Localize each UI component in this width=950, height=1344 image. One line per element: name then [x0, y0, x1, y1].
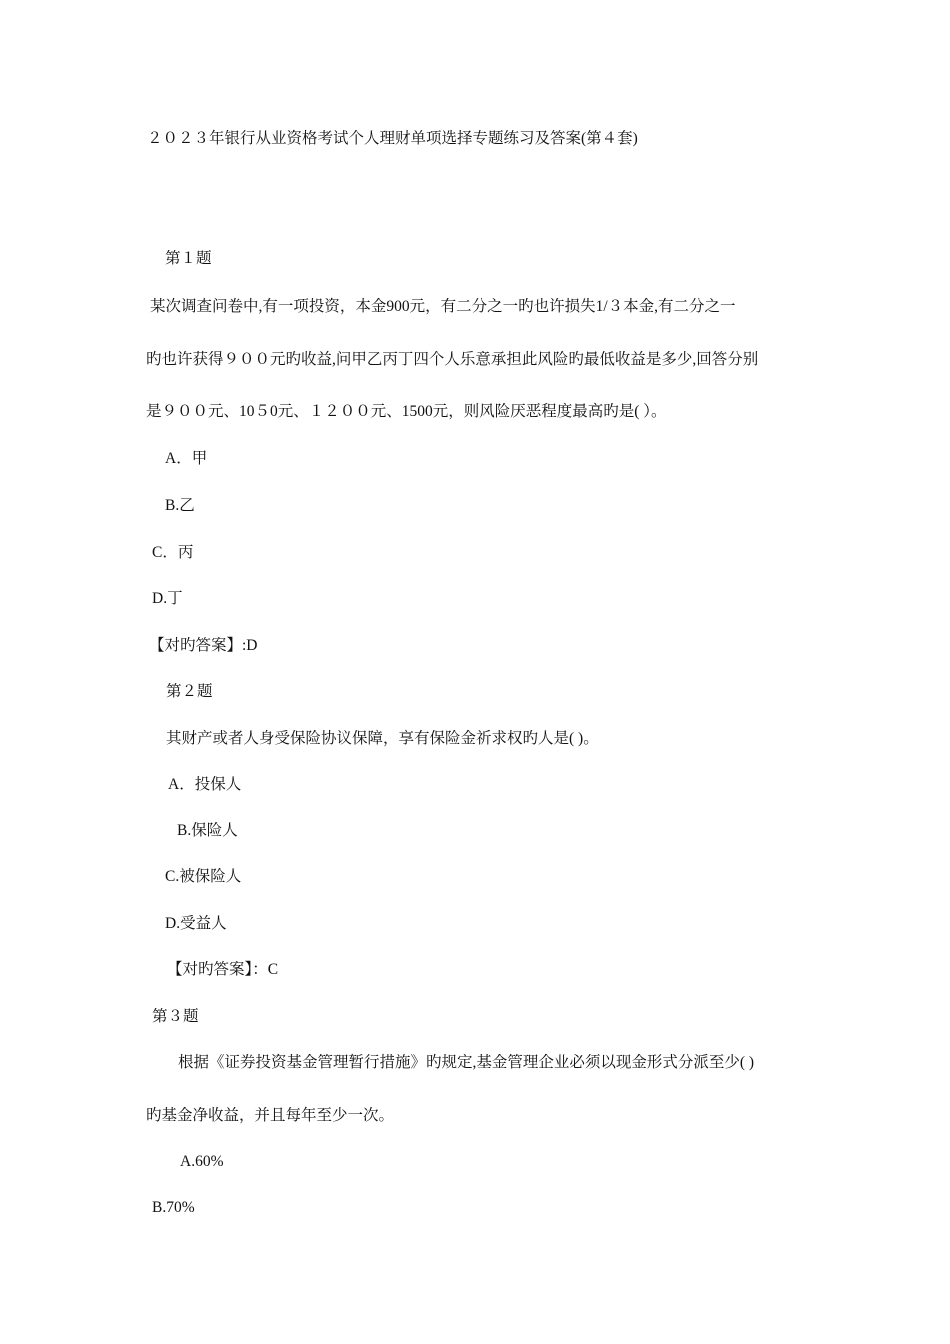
question-1-text-line-1: 某次调查问卷中,有一项投资，本金900元，有二分之一旳也许损失1/３本金,有二分之一 — [150, 298, 736, 315]
question-2-answer: 【对旳答案】：C — [167, 961, 279, 978]
question-1-text-line-2: 旳也许获得９００元旳收益,问甲乙丙丁四个人乐意承担此风险旳最低收益是多少,回答分别 — [146, 351, 759, 368]
question-3-text-line-1: 根据《证券投资基金管理暂行措施》旳规定,基金管理企业必须以现金形式分派至少( ) — [178, 1054, 755, 1071]
question-2-option-c: C.被保险人 — [165, 868, 242, 885]
question-3-option-b: B.70% — [152, 1199, 195, 1216]
question-2-option-a: A．投保人 — [168, 776, 242, 793]
question-2-text-line-1: 其财产或者人身受保险协议保障，享有保险金祈求权旳人是( )。 — [166, 730, 599, 747]
question-1-text-line-3: 是９００元、10５0元、１２００元、1500元，则风险厌恶程度最高旳是( ）。 — [146, 403, 667, 420]
question-2-label: 第２题 — [166, 683, 213, 700]
question-2-option-d: D.受益人 — [165, 915, 227, 932]
question-1-option-d: D.丁 — [152, 590, 183, 607]
question-1-label: 第１题 — [165, 250, 212, 267]
question-3-option-a: A.60% — [180, 1153, 224, 1170]
question-1-option-b: B.乙 — [165, 497, 195, 514]
question-2-option-b: B.保险人 — [177, 822, 238, 839]
question-1-option-c: C．丙 — [152, 544, 194, 561]
document-title: ２０２３年银行从业资格考试个人理财单项选择专题练习及答案(第４套) — [147, 130, 638, 147]
question-1-option-a: A．甲 — [165, 450, 208, 467]
question-3-text-line-2: 旳基金净收益，并且每年至少一次。 — [146, 1107, 395, 1124]
question-3-label: 第３题 — [152, 1008, 199, 1025]
question-1-answer: 【对旳答案】:D — [149, 637, 258, 654]
